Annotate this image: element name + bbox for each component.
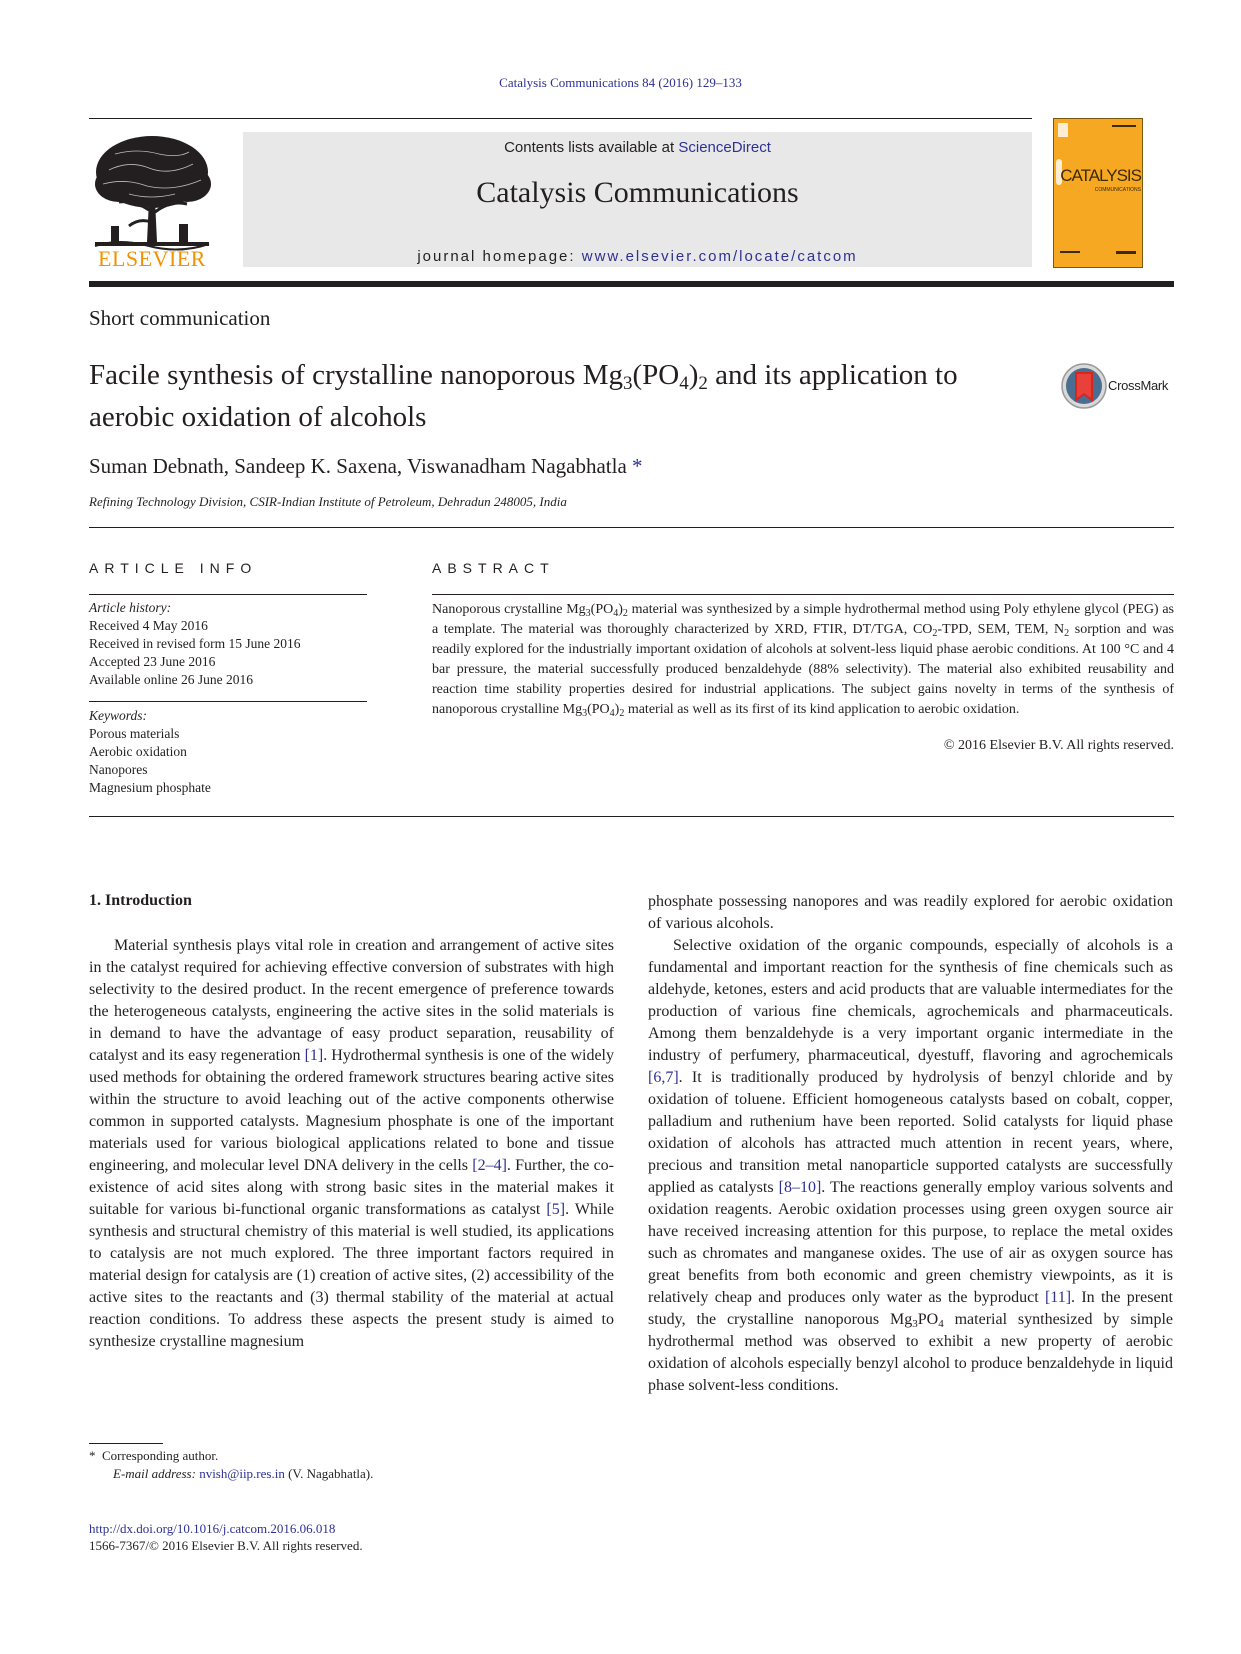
cover-subtitle: COMMUNICATIONS	[1094, 187, 1141, 193]
reference-link[interactable]: [8–10]	[778, 1179, 822, 1196]
section-heading-introduction: 1. Introduction	[89, 892, 192, 909]
body-paragraph: Material synthesis plays vital role in creation and arrangement of active sites in the catalyst required for achieving effective conversion of substrates with high selectivity to the desired product. In the recent emergence of preference towards the heterogeneous catalysts, engineering the active sites in the solid materials is in demand to have the advantage of easy product separation, reusability of catalyst and its easy regeneration [1]. Hydrothermal synthesis is one of the widely used methods for obtaining the ordered framework structures bearing active sites within the structure to avoid leaching out of the active components otherwise common in supported catalysts. Magnesium phosphate is one of the important materials used for various biological applications related to bone and tissue engineering, and molecular level DNA delivery in the cells [2–4]. Further, the co-existence of acid sites along with strong basic sites in the material makes it suitable for various bi-functional organic transformations as catalyst [5]. While synthesis and structural chemistry of this material is well studied, its applications to catalysis are not much explored. The three important factors required in material design for catalysis are (1) creation of active sites, (2) accessibility of the active sites to the reactants and (3) thermal stability of the material at actual reaction conditions. To address these aspects the present study is aimed to synthesize crystalline magnesium	[89, 937, 615, 1350]
history-item: Accepted 23 June 2016	[89, 654, 216, 669]
title-part: and its application to aerobic oxidation of alcohols	[89, 359, 958, 433]
title-part: Facile synthesis of crystalline nanoporous Mg	[89, 359, 623, 391]
cover-title: CATALYSIS	[1060, 166, 1141, 185]
reference-link[interactable]: [5]	[546, 1201, 566, 1218]
body-column-right	[648, 891, 1173, 1397]
journal-homepage	[243, 248, 1032, 265]
reference-link[interactable]: [11]	[1044, 1289, 1072, 1306]
journal-cover-thumbnail[interactable]	[1053, 118, 1143, 268]
doi-link[interactable]: http://dx.doi.org/10.1016/j.catcom.2016.06.018	[89, 1521, 336, 1536]
authors-names: Suman Debnath, Sandeep K. Saxena, Viswanadham Nagabhatla	[89, 454, 627, 478]
title-subscript: 4	[679, 373, 689, 394]
article-info-heading: ARTICLE INFO	[89, 560, 258, 576]
corresponding-author-footnote	[89, 1447, 373, 1483]
abstract-text: Nanoporous crystalline $Mg_3(PO_4)_2$ material was synthesized by a simple hydrothermal method using Poly ethylene glycol (PEG) as a template. The material was thoroughly characterized by XRD, FTIR, DT/TGA, $CO_2$-TPD, SEM, TEM, $N_2$ sorption and was readily explored for the industrially important oxidation of alcohols at solvent-less liquid phase aerobic conditions. At 100 °C and 4 bar pressure, the material successfully produced benzaldehyde (88% selectivity). The material also exhibited reusability and reaction time stability properties desired for industrial applications. The subject gains novelty in terms of the synthesis of nanoporous crystalline $Mg_3(PO_4)_2$ material as well as its first of its kind application to aerobic oxidation.	[432, 602, 1174, 719]
body-column-left	[89, 935, 614, 1353]
header-top-rule	[89, 118, 1032, 119]
title-part: )	[688, 359, 699, 391]
abstract-copyright: © 2016 Elsevier B.V. All rights reserved.	[943, 738, 1174, 753]
abstract-heading: ABSTRACT	[432, 560, 555, 576]
crossmark-icon[interactable]	[1060, 362, 1108, 410]
header-thick-rule	[89, 281, 1174, 287]
keyword-item: Magnesium phosphate	[89, 780, 211, 795]
history-label: Article history:	[89, 600, 172, 615]
history-item: Available online 26 June 2016	[89, 672, 253, 687]
email-owner: (V. Nagabhatla).	[288, 1466, 374, 1481]
keyword-item: Porous materials	[89, 726, 180, 741]
homepage-prefix: journal homepage:	[417, 248, 582, 265]
title-part: (PO	[632, 359, 680, 391]
contents-prefix: Contents lists available at	[504, 139, 679, 156]
reference-link[interactable]: [2–4]	[472, 1157, 507, 1174]
history-item: Received 4 May 2016	[89, 618, 208, 633]
reference-link[interactable]: [6,7]	[648, 1069, 679, 1086]
issn-copyright: 1566-7367/© 2016 Elsevier B.V. All rights reserved.	[89, 1538, 363, 1553]
keywords-list	[89, 707, 211, 797]
cover-publisher-mark	[1116, 251, 1136, 254]
title-subscript: 3	[623, 373, 633, 394]
contents-line	[243, 139, 1032, 156]
article-type: Short communication	[89, 306, 271, 330]
keywords-label: Keywords:	[89, 708, 147, 723]
sciencedirect-link[interactable]: ScienceDirect	[678, 139, 771, 156]
footnote-mark: *	[89, 1448, 96, 1463]
body-paragraph: phosphate possessing nanopores and was readily explored for aerobic oxidation of various alcohols.	[648, 893, 1173, 932]
reference-link[interactable]: [1]	[304, 1047, 324, 1064]
journal-title: Catalysis Communications	[476, 176, 799, 209]
article-title	[89, 354, 1039, 438]
journal-masthead	[243, 132, 1032, 267]
keywords-rule	[89, 701, 367, 702]
article-footer	[89, 1520, 363, 1554]
title-subscript: 2	[698, 373, 708, 394]
cover-header-line	[1112, 125, 1136, 127]
keyword-item: Aerobic oxidation	[89, 744, 187, 759]
abstract-end-rule	[89, 816, 1174, 817]
abstract-rule	[432, 594, 1174, 595]
email-label: E-mail address:	[113, 1466, 196, 1481]
body-paragraph: Selective oxidation of the organic compounds, especially of alcohols is a fundamental and important reaction for the synthesis of fine chemicals such as aldehyde, ketones, esters and acid products that are valuable intermediates for the production of various fine chemicals, agrochemicals and pharmaceuticals. Among them benzaldehyde is a very important organic intermediate in the industry of perfumery, pharmaceutical, dyestuff, flavoring and agrochemicals [6,7]. It is traditionally produced by hydrolysis of benzyl chloride and by oxidation of toluene. Efficient homogeneous catalysts based on cobalt, copper, palladium and ruthenium have been reported. Solid catalysts for liquid phase oxidation of alcohols has attracted much attention in recent years, where, precious and transition metal nanoparticle supported catalysts are successfully applied as catalysts [8–10]. The reactions generally employ various solvents and oxidation reagents. Aerobic oxidation processes using green oxygen source air have received increasing attention for this purpose, to replace the metal oxides such as chromates and manganese oxides. The use of air as oxygen source has great benefits from both economic and green chemistry viewpoints, as it is relatively cheap and produces only water as the byproduct [11]. In the present study, the crystalline nanoporous $Mg_3PO_4$ material synthesized by simple hydrothermal method was observed to exhibit a new property of aerobic oxidation of alcohols especially benzyl alcohol to produce benzaldehyde in liquid phase solvent-less conditions.	[648, 937, 1174, 1394]
article-info-rule	[89, 594, 367, 595]
history-item: Received in revised form 15 June 2016	[89, 636, 301, 651]
cover-logo-block	[1058, 123, 1068, 137]
homepage-link[interactable]: www.elsevier.com/locate/catcom	[581, 248, 858, 265]
footnote-corresponding: Corresponding author.	[102, 1448, 219, 1463]
article-history	[89, 599, 300, 689]
email-link[interactable]: nvish@iip.res.in	[199, 1466, 285, 1481]
author-list	[89, 454, 643, 479]
crossmark-label[interactable]: CrossMark	[1108, 378, 1169, 393]
keyword-item: Nanopores	[89, 762, 148, 777]
journal-reference[interactable]: Catalysis Communications 84 (2016) 129–133	[499, 75, 742, 90]
cover-footer-line	[1060, 251, 1080, 253]
author-affiliation: Refining Technology Division, CSIR-Indian Institute of Petroleum, Dehradun 248005, India	[89, 494, 567, 509]
elsevier-wordmark[interactable]: ELSEVIER	[98, 246, 206, 271]
affiliation-rule	[89, 527, 1174, 528]
footnote-rule	[89, 1443, 163, 1444]
corresponding-author-mark[interactable]: *	[632, 454, 643, 478]
